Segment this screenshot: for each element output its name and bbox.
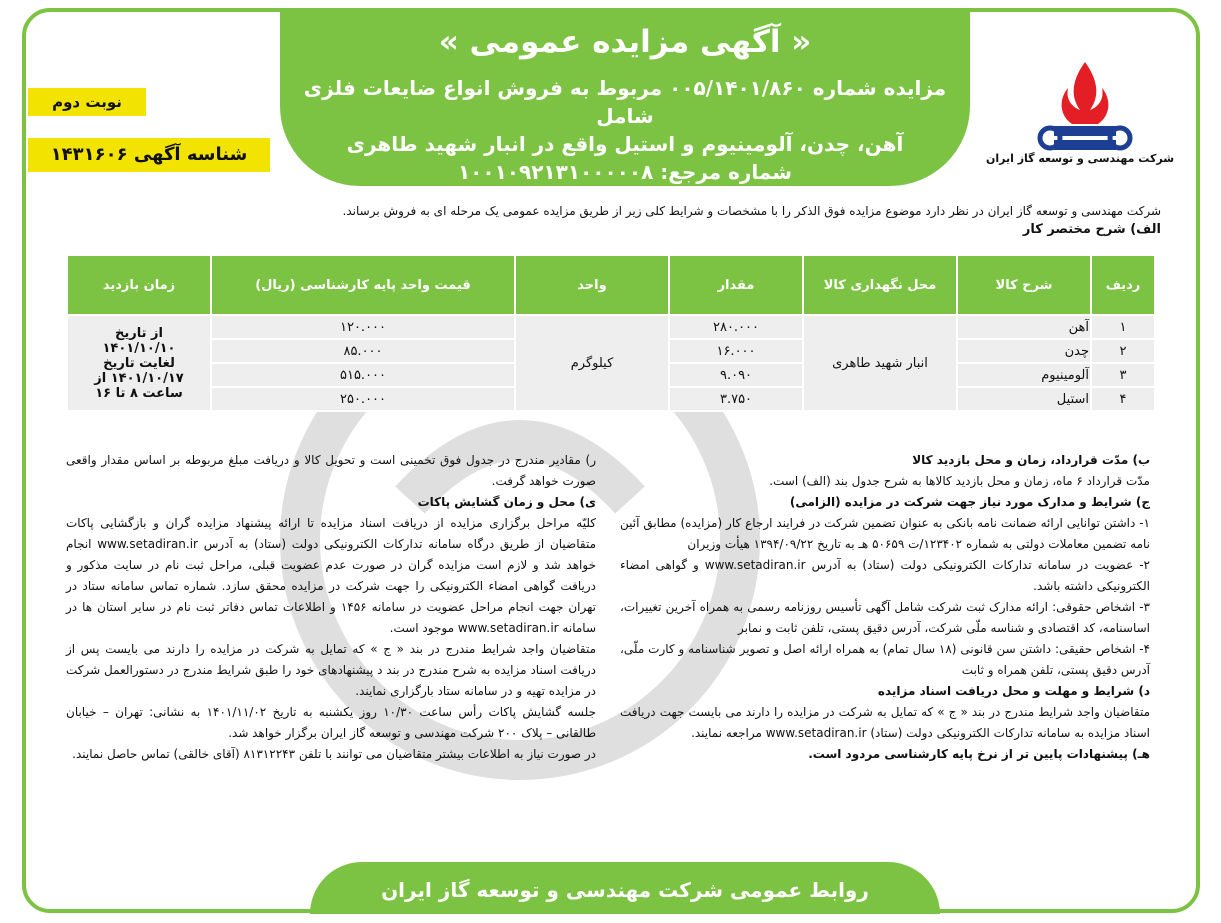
header-cell: مقدار (669, 255, 803, 315)
ad-title: « آگهی مزایده عمومی » (438, 24, 812, 60)
base-price: ۵۱۵.۰۰۰ (211, 363, 515, 387)
base-price: ۱۲۰.۰۰۰ (211, 315, 515, 339)
subtitle-line: مزایده شماره ۰۰۵/۱۴۰۱/۸۶۰ مربوط به فروش انواع ضایعات فلزی شامل (303, 76, 947, 128)
header-cell: شرح کالا (957, 255, 1091, 315)
left-column (66, 450, 596, 765)
header-cell: واحد (515, 255, 669, 315)
section-y-heading: ی) محل و زمان گشایش پاکات (417, 495, 596, 509)
footer-banner: روابط عمومی شرکت مهندسی و توسعه گاز ایران (310, 862, 940, 914)
header-cell: ردیف (1091, 255, 1155, 315)
section-c-heading: ج) شرایط و مدارک مورد نیاز جهت شرکت در مزایده (الزامی) (789, 495, 1150, 509)
quantity: ۹.۰۹۰ (669, 363, 803, 387)
row-number: ۳ (1091, 363, 1155, 387)
section-b-heading: ب) مدّت قرارداد، زمان و محل بازدید کالا (912, 453, 1150, 467)
paragraph: مدّت قرارداد ۶ ماه، زمان و محل بازدید کالاها به شرح جدول بند (الف) است. (769, 474, 1150, 488)
subtitle-line: آهن، چدن، آلومینیوم و استیل واقع در انبار شهید طاهری (346, 132, 904, 156)
item-name: استیل (957, 387, 1091, 411)
header-cell: قیمت واحد پایه کارشناسی (ریال) (211, 255, 515, 315)
paragraph: ر) مقادیر مندرج در جدول فوق تخمینی است و تحویل کالا و دریافت مبلغ مربوطه بر اساس مقدار واقعی صورت خواهد گرفت. (66, 453, 596, 488)
item-name: چدن (957, 339, 1091, 363)
paragraph: متقاضیان واجد شرایط مندرج در بند « ج » که تمایل به شرکت در مزایده را دارند می بایست جهت دریافت اسناد مزایده به سامانه تدارکات الکترونیکی دولت (ستاد) www.setadiran.ir مراجعه نمایند. (620, 705, 1150, 740)
section-e-heading: هـ) پیشنهادات پایین تر از نرخ پایه کارشناسی مردود است. (808, 747, 1150, 761)
quantity: ۱۶.۰۰۰ (669, 339, 803, 363)
row-number: ۴ (1091, 387, 1155, 411)
item-name: آلومینیوم (957, 363, 1091, 387)
paragraph: ۳- اشخاص حقوقی: ارائه مدارک ثبت شرکت شامل آگهی تأسیس روزنامه رسمی به همراه آخرین تغییرات، اساسنامه، کد اقتصادی و شناسه ملّی شرکت، آدرس دقیق پستی، تلفن ثابت و نمابر (620, 600, 1150, 635)
ad-subtitle (280, 74, 970, 186)
table-row (67, 315, 1155, 339)
paragraph: کلیّه مراحل برگزاری مزایده از دریافت اسناد مزایده تا ارائه پیشنهاد مزایده گران و بازگشایی پاکات متقاضیان از طریق درگاه سامانه تدارکات الکترونیکی دولت (ستاد) به آدرس www.setadiran.ir انجام خواهد شد و لازم است مزایده گران در صورت عدم عضویت قبلی، مراحل ثبت نام در سایت مذکور و دریافت گواهی امضاء الکترونیکی را جهت شرکت در مزایده محقق سازد. شماره تماس سامانه ستاد در تهران جهت انجام مراحل عضویت در سامانه ۱۴۵۶ و اطلاعات تماس دفاتر ثبت نام در سایر استان ها در سامانه www.setadiran.ir موجود است. (66, 516, 596, 635)
quantity: ۲۸۰.۰۰۰ (669, 315, 803, 339)
paragraph: ۲- عضویت در سامانه تدارکات الکترونیکی دولت (ستاد) به آدرس www.setadiran.ir و گواهی امضاء الکترونیکی داشته باشد. (620, 558, 1150, 593)
items-table (66, 254, 1156, 412)
base-price: ۲۵۰.۰۰۰ (211, 387, 515, 411)
reference-number: شماره مرجع: ۱۰۰۱۰۹۲۱۳۱۰۰۰۰۰۸ (457, 160, 793, 184)
section-d-heading: د) شرایط و مهلت و محل دریافت اسناد مزایده (877, 684, 1150, 698)
header-cell: محل نگهداری کالا (803, 255, 957, 315)
row-number: ۱ (1091, 315, 1155, 339)
section-a-heading: الف) شرح مختصر کار (1022, 222, 1161, 237)
unit: کیلوگرم (515, 315, 669, 411)
quantity: ۳.۷۵۰ (669, 387, 803, 411)
item-name: آهن (957, 315, 1091, 339)
paragraph: متقاضیان واجد شرایط مندرج در بند « ج » که تمایل به شرکت در مزایده را دارند می بایست پس از دریافت اسناد مزایده به شرح مندرج در بند د پیشنهادهای خود را طبق شرایط مندرج در دستورالعمل شرکت در مزایده تهیه و در سامانه ستاد بارگزاری نمایند. (66, 642, 596, 698)
flame-icon (1010, 58, 1160, 158)
base-price: ۸۵.۰۰۰ (211, 339, 515, 363)
storage-location: انبار شهید طاهری (803, 315, 957, 411)
paragraph: جلسه گشایش پاکات رأس ساعت ۱۰/۳۰ روز یکشنبه به تاریخ ۱۴۰۱/۱۱/۰۲ به نشانی: تهران – خیابان طالقانی – پلاک ۲۰۰ شرکت مهندسی و توسعه گاز ایران برگزار خواهد شد. (66, 705, 596, 740)
visit-time: از تاریخ ۱۴۰۱/۱۰/۱۰ لغایت تاریخ ۱۴۰۱/۱۰/۱۷ از ساعت ۸ تا ۱۶ (67, 315, 211, 411)
right-column (620, 450, 1150, 765)
paragraph: ۴- اشخاص حقیقی: داشتن سن قانونی (۱۸ سال تمام) به همراه ارائه اصل و تصویر شناسنامه و کارت ملّی، آدرس دقیق پستی، تلفن همراه و ثابت (620, 642, 1151, 677)
paragraph: در صورت نیاز به اطلاعات بیشتر متقاضیان می توانند با تلفن ۸۱۳۱۲۲۴۳ (آقای خالقی) تماس حاصل نمایند. (72, 747, 596, 761)
row-number: ۲ (1091, 339, 1155, 363)
ad-id-badge: شناسه آگهی ۱۴۳۱۶۰۶ (28, 138, 270, 172)
logo-caption: شرکت مهندسی و توسعه گاز ایران (985, 152, 1175, 165)
header-cell: زمان بازدید (67, 255, 211, 315)
intro-text: شرکت مهندسی و توسعه گاز ایران در نظر دارد موضوع مزایده فوق الذکر را با مشخصات و شرایط کلی زیر از طریق مزایده عمومی یک مرحله ای به فروش برساند. (342, 204, 1161, 218)
round-badge: نوبت دوم (28, 88, 146, 116)
paragraph: ۱- داشتن توانایی ارائه ضمانت نامه بانکی به عنوان تضمین شرکت در فرایند ارجاع کار (مزایده) مطابق آئین نامه تضمین معاملات دولتی به شماره ۱۲۳۴۰۲/ت ۵۰۶۵۹ هـ به تاریخ ۱۳۹۴/۰۹/۲۲ هیأت وزیران (620, 516, 1150, 551)
table-header-row (67, 255, 1155, 315)
